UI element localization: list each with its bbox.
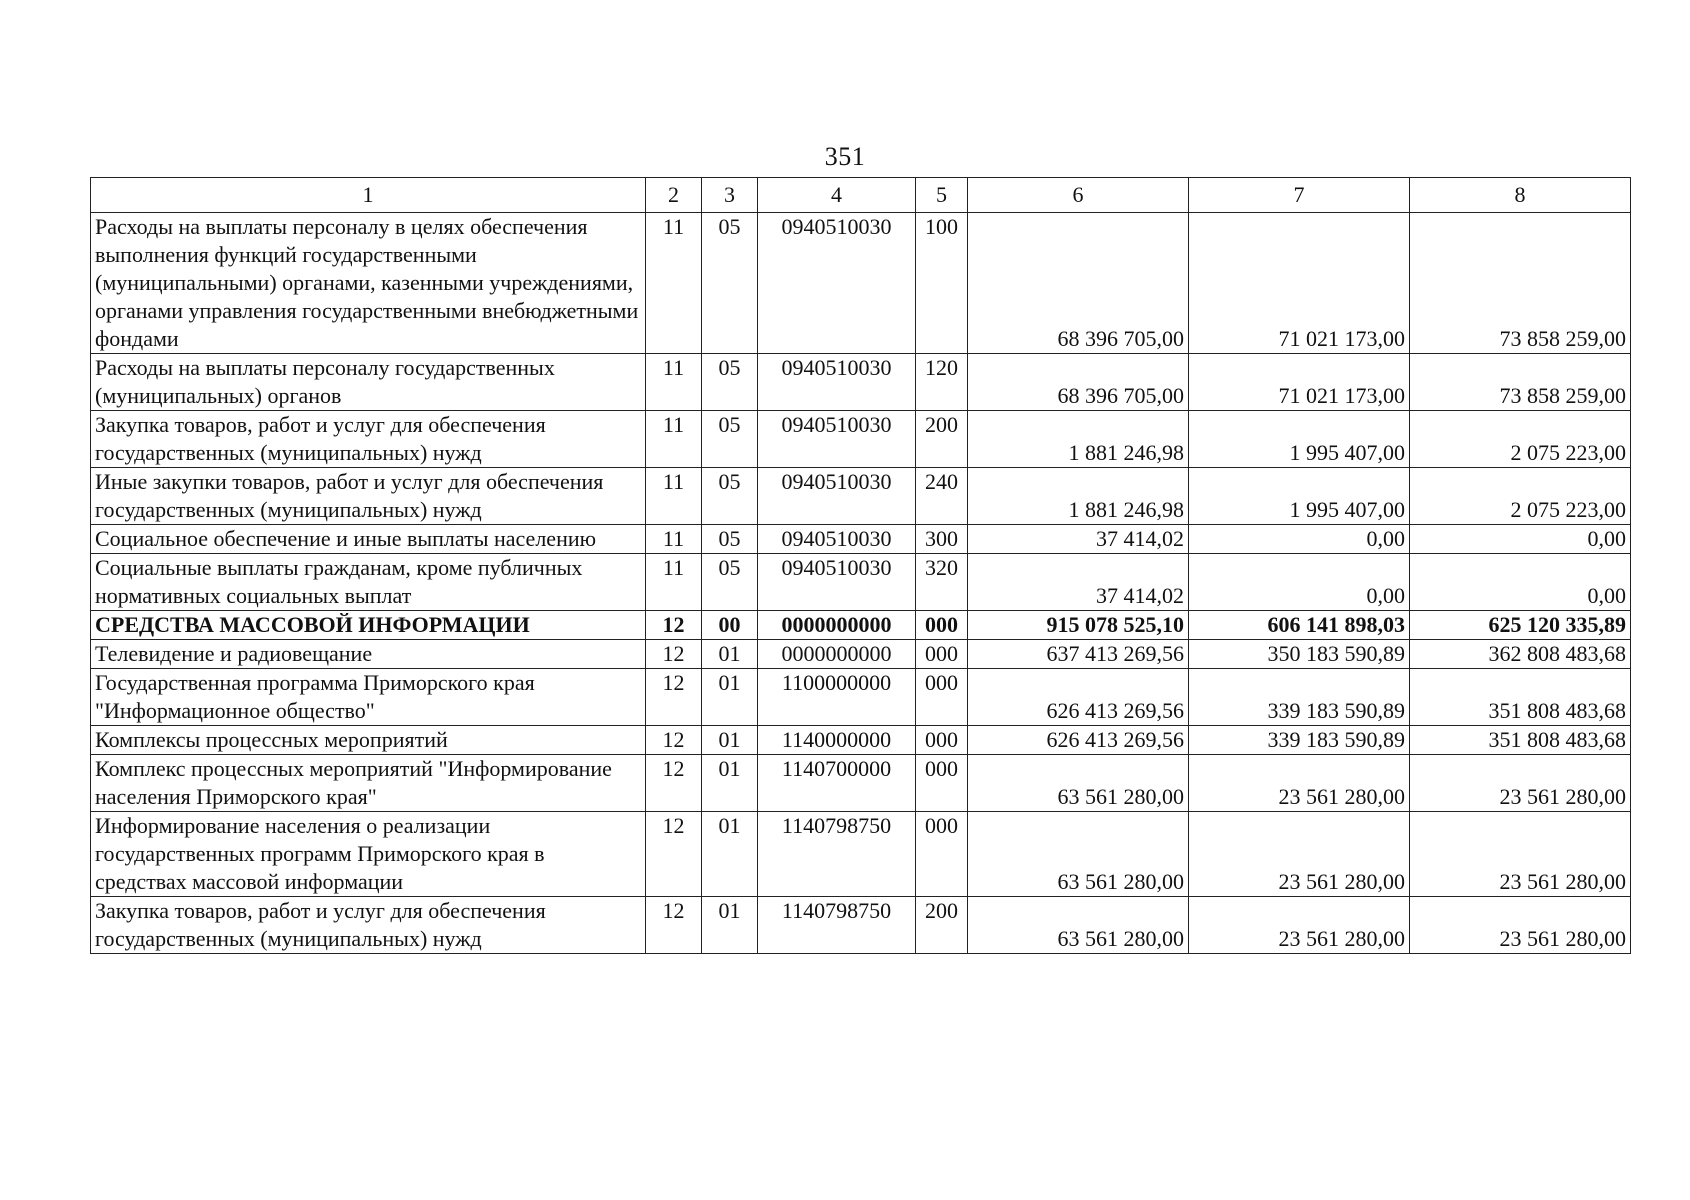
page-number: 351 — [824, 142, 866, 171]
row-section-cell: 11 — [646, 411, 702, 468]
row-expense-type-cell: 300 — [916, 525, 968, 554]
row-amount-col7-cell: 23 561 280,00 — [1189, 755, 1410, 812]
table-row — [91, 812, 1631, 897]
row-subsection-cell: 01 — [702, 897, 758, 954]
table-row — [91, 411, 1631, 468]
row-amount-col7-cell: 0,00 — [1189, 554, 1410, 611]
row-target-article-cell: 0000000000 — [758, 611, 916, 640]
row-section-cell: 11 — [646, 468, 702, 525]
row-target-article-cell: 1100000000 — [758, 669, 916, 726]
row-subsection-cell: 05 — [702, 213, 758, 354]
row-target-article-cell: 0940510030 — [758, 411, 916, 468]
row-expense-type-cell: 320 — [916, 554, 968, 611]
row-name-cell: Социальные выплаты гражданам, кроме публичных нормативных социальных выплат — [91, 554, 646, 611]
row-amount-col7-cell: 23 561 280,00 — [1189, 897, 1410, 954]
row-subsection-cell: 01 — [702, 755, 758, 812]
row-target-article-cell: 1140798750 — [758, 897, 916, 954]
row-target-article-cell: 0940510030 — [758, 213, 916, 354]
row-subsection-cell: 00 — [702, 611, 758, 640]
row-amount-col6-cell: 626 413 269,56 — [968, 726, 1189, 755]
row-expense-type-cell: 000 — [916, 726, 968, 755]
row-section-cell: 12 — [646, 611, 702, 640]
table-row — [91, 897, 1631, 954]
row-amount-col7-cell: 23 561 280,00 — [1189, 812, 1410, 897]
row-expense-type-cell: 200 — [916, 897, 968, 954]
row-amount-col7-cell: 339 183 590,89 — [1189, 726, 1410, 755]
table-header-row — [91, 178, 1631, 213]
row-amount-col6-cell: 37 414,02 — [968, 554, 1189, 611]
row-amount-col7-cell: 0,00 — [1189, 525, 1410, 554]
row-amount-col6-cell: 1 881 246,98 — [968, 411, 1189, 468]
row-amount-col8-cell: 625 120 335,89 — [1410, 611, 1631, 640]
row-amount-col8-cell: 2 075 223,00 — [1410, 411, 1631, 468]
table-row — [91, 640, 1631, 669]
row-amount-col8-cell: 23 561 280,00 — [1410, 897, 1631, 954]
header-cell-3: 3 — [702, 178, 758, 213]
header-cell-6: 6 — [968, 178, 1189, 213]
row-expense-type-cell: 000 — [916, 755, 968, 812]
row-section-cell: 12 — [646, 640, 702, 669]
table-body — [91, 178, 1631, 954]
table-row — [91, 554, 1631, 611]
row-amount-col8-cell: 0,00 — [1410, 554, 1631, 611]
row-subsection-cell: 01 — [702, 640, 758, 669]
row-expense-type-cell: 000 — [916, 812, 968, 897]
row-name-cell: Закупка товаров, работ и услуг для обеспечения государственных (муниципальных) нужд — [91, 411, 646, 468]
row-section-cell: 12 — [646, 755, 702, 812]
row-amount-col7-cell: 350 183 590,89 — [1189, 640, 1410, 669]
row-amount-col8-cell: 351 808 483,68 — [1410, 669, 1631, 726]
row-section-cell: 12 — [646, 669, 702, 726]
table-row — [91, 755, 1631, 812]
row-subsection-cell: 01 — [702, 726, 758, 755]
row-expense-type-cell: 120 — [916, 354, 968, 411]
row-target-article-cell: 1140000000 — [758, 726, 916, 755]
header-cell-7: 7 — [1189, 178, 1410, 213]
row-expense-type-cell: 000 — [916, 611, 968, 640]
row-amount-col6-cell: 63 561 280,00 — [968, 812, 1189, 897]
row-amount-col6-cell: 637 413 269,56 — [968, 640, 1189, 669]
row-subsection-cell: 01 — [702, 812, 758, 897]
row-subsection-cell: 05 — [702, 354, 758, 411]
row-amount-col7-cell: 1 995 407,00 — [1189, 411, 1410, 468]
row-section-cell: 11 — [646, 525, 702, 554]
table-row — [91, 726, 1631, 755]
row-target-article-cell: 1140798750 — [758, 812, 916, 897]
row-name-cell: Закупка товаров, работ и услуг для обеспечения государственных (муниципальных) нужд — [91, 897, 646, 954]
row-name-cell: СРЕДСТВА МАССОВОЙ ИНФОРМАЦИИ — [91, 611, 646, 640]
row-amount-col8-cell: 73 858 259,00 — [1410, 354, 1631, 411]
row-target-article-cell: 0940510030 — [758, 554, 916, 611]
row-amount-col6-cell: 68 396 705,00 — [968, 354, 1189, 411]
header-cell-1: 1 — [91, 178, 646, 213]
row-amount-col8-cell: 362 808 483,68 — [1410, 640, 1631, 669]
row-subsection-cell: 05 — [702, 554, 758, 611]
row-subsection-cell: 01 — [702, 669, 758, 726]
row-section-cell: 11 — [646, 354, 702, 411]
row-amount-col6-cell: 37 414,02 — [968, 525, 1189, 554]
header-cell-2: 2 — [646, 178, 702, 213]
row-section-cell: 11 — [646, 554, 702, 611]
row-amount-col8-cell: 23 561 280,00 — [1410, 755, 1631, 812]
row-name-cell: Расходы на выплаты персоналу государственных (муниципальных) органов — [91, 354, 646, 411]
row-name-cell: Комплекс процессных мероприятий "Информирование населения Приморского края" — [91, 755, 646, 812]
row-expense-type-cell: 240 — [916, 468, 968, 525]
row-amount-col6-cell: 626 413 269,56 — [968, 669, 1189, 726]
row-amount-col6-cell: 63 561 280,00 — [968, 755, 1189, 812]
row-target-article-cell: 0940510030 — [758, 354, 916, 411]
row-target-article-cell: 0940510030 — [758, 468, 916, 525]
row-name-cell: Телевидение и радиовещание — [91, 640, 646, 669]
row-amount-col7-cell: 1 995 407,00 — [1189, 468, 1410, 525]
row-amount-col6-cell: 68 396 705,00 — [968, 213, 1189, 354]
table-row — [91, 468, 1631, 525]
row-amount-col6-cell: 63 561 280,00 — [968, 897, 1189, 954]
header-cell-4: 4 — [758, 178, 916, 213]
row-amount-col7-cell: 71 021 173,00 — [1189, 354, 1410, 411]
table-row — [91, 354, 1631, 411]
row-expense-type-cell: 000 — [916, 640, 968, 669]
table-row — [91, 669, 1631, 726]
row-name-cell: Социальное обеспечение и иные выплаты населению — [91, 525, 646, 554]
row-name-cell: Иные закупки товаров, работ и услуг для обеспечения государственных (муниципальных) нужд — [91, 468, 646, 525]
row-amount-col6-cell: 1 881 246,98 — [968, 468, 1189, 525]
row-name-cell: Комплексы процессных мероприятий — [91, 726, 646, 755]
row-section-cell: 11 — [646, 213, 702, 354]
row-section-cell: 12 — [646, 897, 702, 954]
row-subsection-cell: 05 — [702, 468, 758, 525]
row-section-cell: 12 — [646, 812, 702, 897]
table-row — [91, 611, 1631, 640]
row-amount-col8-cell: 23 561 280,00 — [1410, 812, 1631, 897]
row-amount-col8-cell: 351 808 483,68 — [1410, 726, 1631, 755]
table-row — [91, 525, 1631, 554]
row-name-cell: Государственная программа Приморского края "Информационное общество" — [91, 669, 646, 726]
table-row — [91, 213, 1631, 354]
budget-table — [90, 177, 1631, 954]
row-expense-type-cell: 100 — [916, 213, 968, 354]
header-cell-5: 5 — [916, 178, 968, 213]
row-target-article-cell: 0000000000 — [758, 640, 916, 669]
row-amount-col8-cell: 0,00 — [1410, 525, 1631, 554]
row-amount-col7-cell: 71 021 173,00 — [1189, 213, 1410, 354]
row-expense-type-cell: 000 — [916, 669, 968, 726]
row-target-article-cell: 0940510030 — [758, 525, 916, 554]
row-amount-col8-cell: 2 075 223,00 — [1410, 468, 1631, 525]
header-cell-8: 8 — [1410, 178, 1631, 213]
row-expense-type-cell: 200 — [916, 411, 968, 468]
row-subsection-cell: 05 — [702, 525, 758, 554]
row-amount-col6-cell: 915 078 525,10 — [968, 611, 1189, 640]
row-amount-col8-cell: 73 858 259,00 — [1410, 213, 1631, 354]
row-amount-col7-cell: 606 141 898,03 — [1189, 611, 1410, 640]
row-amount-col7-cell: 339 183 590,89 — [1189, 669, 1410, 726]
row-name-cell: Расходы на выплаты персоналу в целях обеспечения выполнения функций государственными (муниципальными) органами, казенными учреждениями, органами управления государственными внебюджетными фондами — [91, 213, 646, 354]
row-target-article-cell: 1140700000 — [758, 755, 916, 812]
row-section-cell: 12 — [646, 726, 702, 755]
row-subsection-cell: 05 — [702, 411, 758, 468]
row-name-cell: Информирование населения о реализации государственных программ Приморского края в средствах массовой информации — [91, 812, 646, 897]
